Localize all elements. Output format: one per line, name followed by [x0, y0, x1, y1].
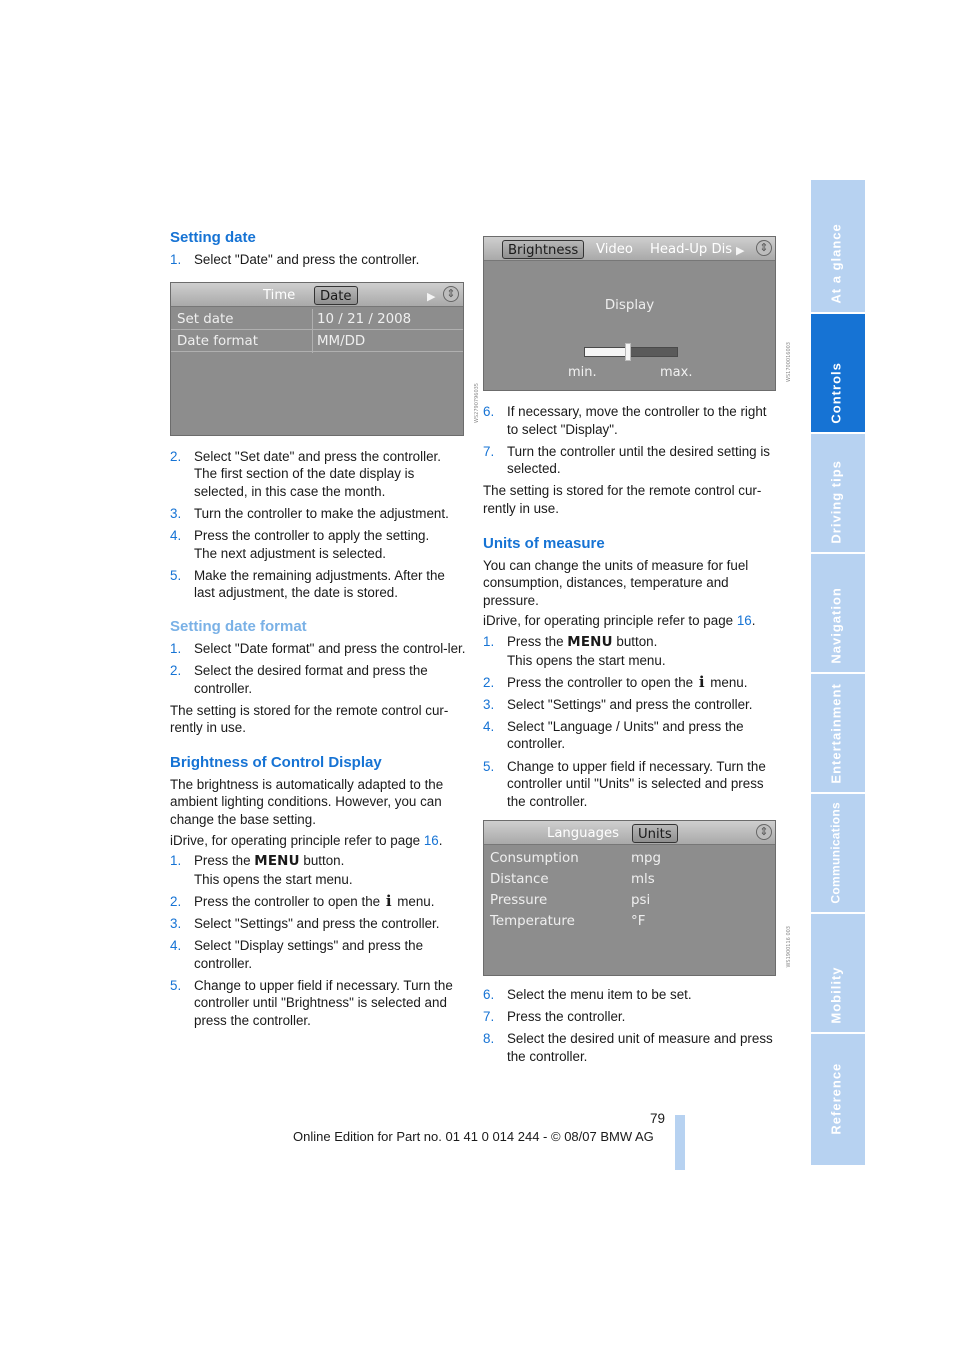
tab-head-up-display: Head-Up Dis [650, 242, 733, 257]
tab-languages: Languages [547, 826, 619, 842]
max-label: max. [660, 365, 693, 380]
list-item: 4. Press the controller to apply the setting. The next adjustment is selected. [170, 527, 430, 561]
left-column [170, 228, 480, 1034]
list-item: 1. Select "Date format" and press the control-ler. [170, 640, 466, 656]
controller-scroll-icon: ⇕ [756, 240, 772, 256]
brightness-idrive-reference: iDrive, for operating principle refer to page 16. [170, 832, 443, 848]
setting-date-step-list [170, 251, 466, 269]
section-title-setting-date: Setting date [170, 229, 256, 246]
table-row: Temperature °F [490, 914, 646, 930]
setting-date-step-list-2 [170, 448, 466, 602]
list-item: 8. Select the desired unit of measure and press the controller. [483, 1031, 773, 1065]
table-row: Set date 10 / 21 / 2008 [171, 309, 463, 330]
tab-brightness: Brightness [502, 240, 584, 259]
table-row: Pressure psi [490, 893, 651, 909]
table-row: Date format MM/DD [171, 331, 463, 352]
info-icon: i [385, 891, 392, 910]
list-item: 1. Press the MENU button. This opens the start menu. [170, 853, 353, 887]
side-tab-driving-tips[interactable]: Driving tips [811, 434, 865, 554]
page-link[interactable]: 16 [736, 613, 752, 629]
units-idrive-reference: iDrive, for operating principle refer to page 16. [483, 613, 756, 629]
side-tab-entertainment[interactable]: Entertainment [811, 674, 865, 794]
units-step-list [483, 633, 779, 810]
section-title-setting-date-format: Setting date format [170, 617, 307, 635]
footer-edition-text: Online Edition for Part no. 01 41 0 014 244 - © 08/07 BMW AG [293, 1129, 654, 1144]
list-item: 4. Select "Language / Units" and press the controller. [483, 718, 744, 752]
brightness-step-list-2 [483, 403, 779, 478]
list-item: 3. Select "Settings" and press the controller. [483, 696, 753, 712]
figure-code: WS1700016003 [786, 342, 792, 382]
arrow-right-icon: ▶ [427, 289, 436, 303]
tab-units: Units [632, 824, 678, 843]
tab-time: Time [263, 287, 296, 303]
display-label: Display [604, 298, 655, 313]
info-icon: i [698, 672, 705, 691]
table-row: Distance mls [490, 872, 655, 888]
list-item: 6. If necessary, move the controller to the right to select "Display". [483, 404, 767, 437]
section-title-units: Units of measure [483, 534, 605, 552]
controller-scroll-icon: ⇕ [756, 824, 772, 840]
list-item: 5. Make the remaining adjustments. After the last adjustment, the date is stored. [170, 567, 445, 601]
units-intro: You can change the units of measure for fuel consumption, distances, temperature and pressure. [483, 557, 749, 608]
side-tab-mobility[interactable]: Mobility [811, 914, 865, 1034]
controller-scroll-icon: ⇕ [443, 286, 459, 302]
units-screen [483, 820, 792, 976]
section-title-brightness: Brightness of Control Display [170, 753, 382, 771]
column-divider [312, 309, 313, 353]
list-item: 2. Press the controller to open the i menu. [483, 672, 748, 691]
list-item: 2. Select the desired format and press the controller. [170, 662, 428, 696]
page-link[interactable]: 16 [423, 832, 439, 848]
tab-video: Video [596, 242, 633, 257]
figure-code: WS1900116 003 [786, 926, 792, 968]
brightness-screen [483, 236, 792, 391]
min-label: min. [568, 365, 597, 380]
units-step-list-2 [483, 986, 779, 1065]
menu-button-icon: MENU [254, 854, 300, 870]
side-tab-navigation[interactable]: Navigation [811, 554, 865, 674]
menu-button-icon: MENU [567, 634, 613, 650]
side-tab-communications[interactable]: Communications [811, 794, 865, 914]
brightness-intro: The brightness is automatically adapted to the ambient lighting conditions. However, you can change the base setting. [170, 776, 444, 827]
slider-fill [585, 348, 628, 356]
list-item: 6. Select the menu item to be set. [483, 987, 692, 1003]
slider-handle [625, 343, 631, 361]
figure-code: WS2790796035 [474, 382, 480, 423]
page-number-bar [675, 1115, 685, 1170]
brightness-slider [584, 347, 678, 357]
list-item: 5. Change to upper field if necessary. Turn the controller until "Units" is selected and press the controller. [483, 758, 766, 809]
brightness-step-list [170, 852, 466, 1029]
side-tab-at-a-glance[interactable]: At a glance [811, 180, 865, 314]
list-item: 7. Turn the controller until the desired setting is selected. [483, 443, 770, 477]
page-number: 79 [650, 1111, 666, 1126]
tab-date: Date [314, 286, 358, 305]
date-format-note: The setting is stored for the remote control cur-rently in use. [170, 702, 449, 736]
right-column [483, 236, 792, 1070]
list-item: 2. Press the controller to open the i menu. [170, 891, 435, 910]
list-item: 1. Select "Date" and press the controller. [170, 252, 420, 267]
list-item: 1. Press the MENU button. This opens the start menu. [483, 633, 666, 668]
date-settings-screen [170, 282, 480, 436]
side-tab-reference[interactable]: Reference [811, 1034, 865, 1167]
list-item: 5. Change to upper field if necessary. Turn the controller until "Brightness" is selected and press the controller. [170, 977, 453, 1028]
side-tab-controls[interactable]: Controls [811, 314, 865, 434]
table-row: Consumption mpg [490, 851, 662, 867]
arrow-right-icon: ▶ [736, 244, 745, 257]
list-item: 3. Turn the controller to make the adjustment. [170, 505, 449, 521]
list-item: 7. Press the controller. [483, 1009, 626, 1025]
list-item: 3. Select "Settings" and press the controller. [170, 915, 440, 931]
brightness-note: The setting is stored for the remote control cur-rently in use. [483, 483, 762, 516]
list-item: 2. Select "Set date" and press the controller. The first section of the date display is selected, in this case the month. [170, 448, 441, 499]
list-item: 4. Select "Display settings" and press the controller. [170, 938, 424, 971]
date-format-step-list [170, 640, 466, 697]
screen-tab-bar [484, 821, 775, 845]
